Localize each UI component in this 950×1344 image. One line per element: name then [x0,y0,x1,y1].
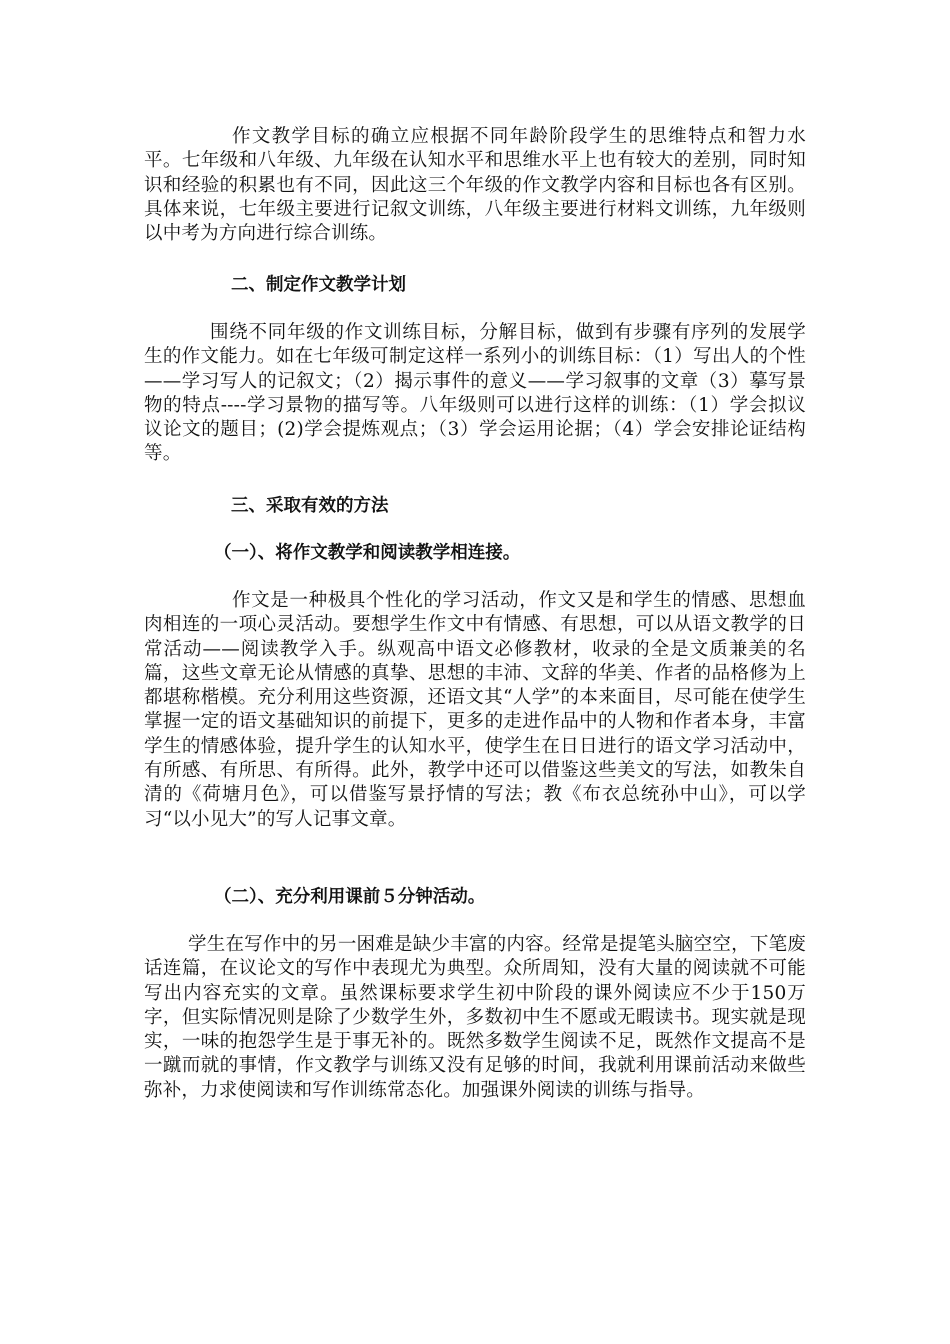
paragraph-goals: 作文教学目标的确立应根据不同年龄阶段学生的思维特点和智力水平。七年级和八年级、九年级在认知水平和思维水平上也有较大的差别，同时知识和经验的积累也有不同，因此这三个年级的作文教学内容和目标也各有区别。具体来说，七年级主要进行记叙文训练，八年级主要进行材料文训练，九年级则以中考为方向进行综合训练。 [144,126,806,245]
subheading-reading-link: （一）、将作文教学和阅读教学相连接。 [214,543,521,563]
paragraph-plan: 围绕不同年级的作文训练目标，分解目标，做到有步骤有序列的发展学生的作文能力。如在七年级可制定这样一系列小的训练目标：（1）写出人的个性——学习写人的记叙文；（2）揭示事件的意义——学习叙事的文章（3）摹写景物的特点----学习景物的描写等。八年级则可以进行这样的训练：（1）学会拟议议论文的题目；(2)学会提炼观点；（3）学会运用论据；（4）学会安排论证结构等。 [144,322,806,465]
paragraph-five-minutes: 学生在写作中的另一困难是缺少丰富的内容。经常是提笔头脑空空，下笔废话连篇，在议论文的写作中表现尤为典型。众所周知，没有大量的阅读就不可能写出内容充实的文章。虽然课标要求学生初中阶段的课外阅读应不少于150万字，但实际情况则是除了少数学生外，多数初中生不愿或无暇读书。现实就是现实，一味的抱怨学生是于事无补的。既然多数学生阅读不足，既然作文提高不是一蹴而就的事情，作文教学与训练又没有足够的时间，我就利用课前活动来做些弥补，力求使阅读和写作训练常态化。加强课外阅读的训练与指导。 [144,934,806,1101]
section-heading-plan: 二、制定作文教学计划 [231,275,406,295]
section-heading-methods: 三、采取有效的方法 [231,496,389,516]
paragraph-reading-link: 作文是一种极具个性化的学习活动，作文又是和学生的情感、思想血肉相连的一项心灵活动。要想学生作文中有情感、有思想，可以从语文教学的日常活动——阅读教学入手。纵观高中语文必修教材，收录的全是文质兼美的名篇，这些文章无论从情感的真挚、思想的丰沛、文辞的华美、作者的品格修为上都堪称楷模。充分利用这些资源，还语文其“人学”的本来面目，尽可能在使学生掌握一定的语文基础知识的前提下，更多的走进作品中的人物和作者本身，丰富学生的情感体验，提升学生的认知水平，使学生在日日进行的语文学习活动中，有所感、有所思、有所得。此外，教学中还可以借鉴这些美文的写法，如教朱自清的《荷塘月色》，可以借鉴写景抒情的写法；教《布衣总统孙中山》，可以学习“以小见大”的写人记事文章。 [144,590,806,830]
subheading-five-minutes: （二）、充分利用课前５分钟活动。 [214,887,486,907]
